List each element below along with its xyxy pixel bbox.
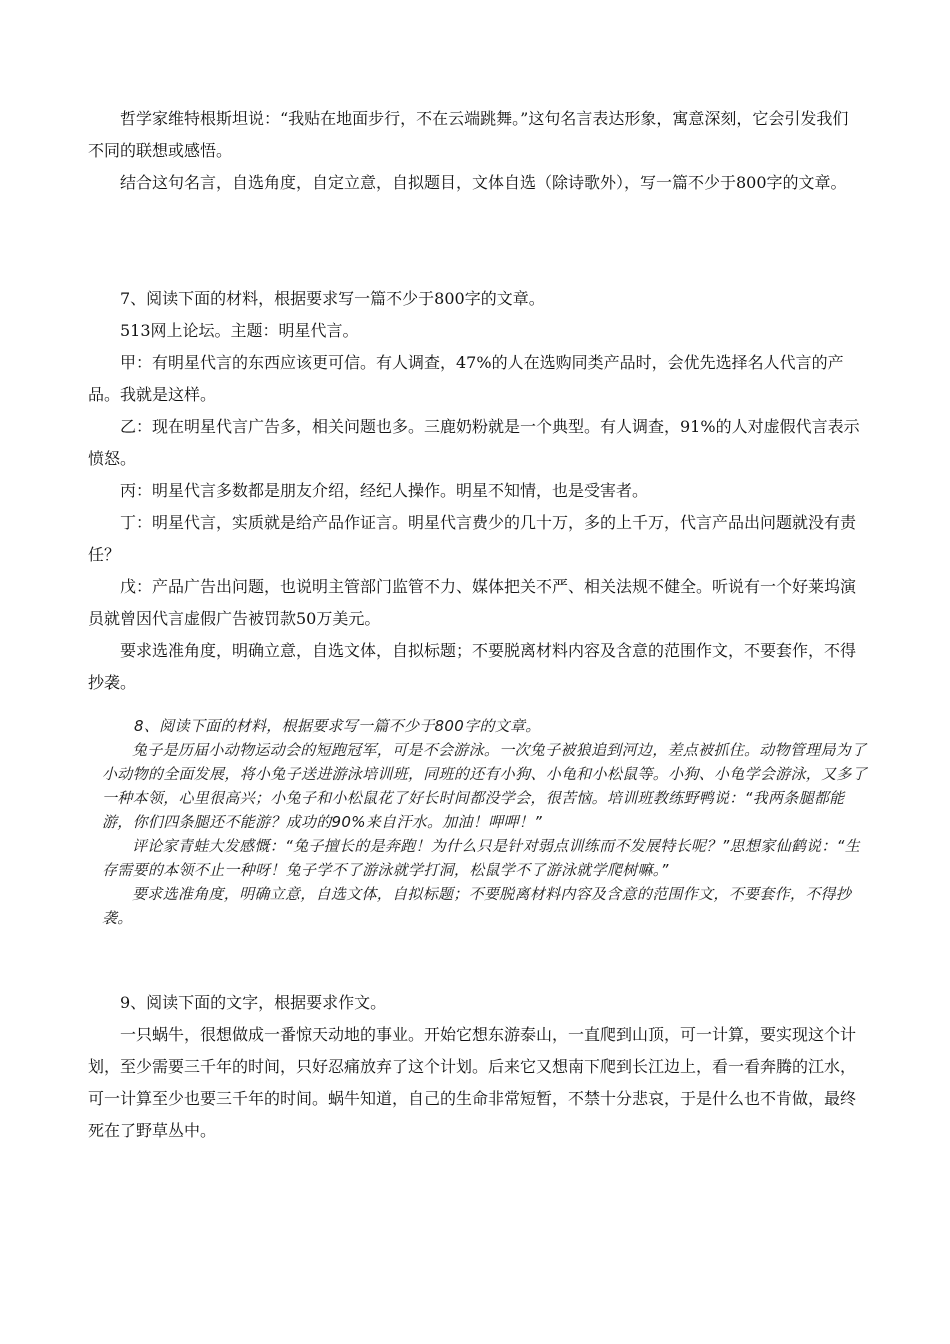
section8-commentary-paragraph: 评论家青蛙大发感慨：“兔子擅长的是奔跑！为什么只是针对弱点训练而不发展特长呢？”思想家仙鹤说：“生存需要的本领不止一种呀！兔子学不了游泳就学打洞，松鼠学不了游泳就学爬树嘛。” — [102, 837, 861, 879]
section8-requirement: 要求选准角度，明确立意，自选文体，自拟标题；不要脱离材料内容及含意的范围作文，不要套作，不得抄袭。 — [102, 885, 852, 927]
section6-instruction-paragraph: 结合这句名言，自选角度，自定立意，自拟题目，文体自选（除诗歌外），写一篇不少于800字的文章。 — [120, 173, 847, 192]
section7-opinion-yi: 乙：现在明星代言广告多，相关问题也多。三鹿奶粉就是一个典型。有人调查，91%的人对虚假代言表示愤怒。 — [88, 417, 860, 468]
section9-heading: 9、阅读下面的文字，根据要求作文。 — [120, 993, 387, 1012]
section7-opinion-wu: 戊：产品广告出问题，也说明主管部门监管不力、媒体把关不严、相关法规不健全。听说有一个好莱坞演员就曾因代言虚假广告被罚款50万美元。 — [88, 577, 857, 628]
section6-quote-paragraph: 哲学家维特根斯坦说：“我贴在地面步行，不在云端跳舞。”这句名言表达形象，寓意深刻，它会引发我们不同的联想或感悟。 — [88, 109, 849, 160]
section7-opinion-jia: 甲：有明星代言的东西应该更可信。有人调查，47%的人在选购同类产品时，会优先选择名人代言的产品。我就是这样。 — [88, 353, 844, 404]
section8-heading: 8、阅读下面的材料，根据要求写一篇不少于800字的文章。 — [134, 717, 541, 735]
section7-forum-topic: 513网上论坛。主题：明星代言。 — [120, 321, 359, 340]
section7-opinion-ding: 丁：明星代言，实质就是给产品作证言。明星代言费少的几十万，多的上千万，代言产品出问题就没有责任？ — [88, 513, 857, 564]
section8-rabbit-paragraph: 兔子是历届小动物运动会的短跑冠军，可是不会游泳。一次兔子被狼追到河边，差点被抓住。动物管理局为了小动物的全面发展，将小兔子送进游泳培训班，同班的还有小狗、小龟和小松鼠等。小狗、小龟学会游泳，又多了一种本领，心里很高兴；小兔子和小松鼠花了好长时间都没学会，很苦恼。培训班教练野鸭说：“我两条腿都能游，你们四条腿还不能游？成功的90%来自汗水。加油！呷呷！” — [102, 741, 868, 831]
section7-heading: 7、阅读下面的材料，根据要求写一篇不少于800字的文章。 — [120, 289, 545, 308]
section9-snail-paragraph: 一只蜗牛，很想做成一番惊天动地的事业。开始它想东游泰山，一直爬到山顶，可一计算，要实现这个计划，至少需要三千年的时间，只好忍痛放弃了这个计划。后来它又想南下爬到长江边上，看一看奔腾的江水，可一计算至少也要三千年的时间。蜗牛知道，自己的生命非常短暂，不禁十分悲哀，于是什么也不肯做，最终死在了野草丛中。 — [88, 1025, 857, 1140]
section7-opinion-bing: 丙：明星代言多数都是朋友介绍，经纪人操作。明星不知情，也是受害者。 — [120, 481, 649, 500]
section7-requirement: 要求选准角度，明确立意，自选文体，自拟标题；不要脱离材料内容及含意的范围作文，不要套作，不得抄袭。 — [88, 641, 857, 692]
